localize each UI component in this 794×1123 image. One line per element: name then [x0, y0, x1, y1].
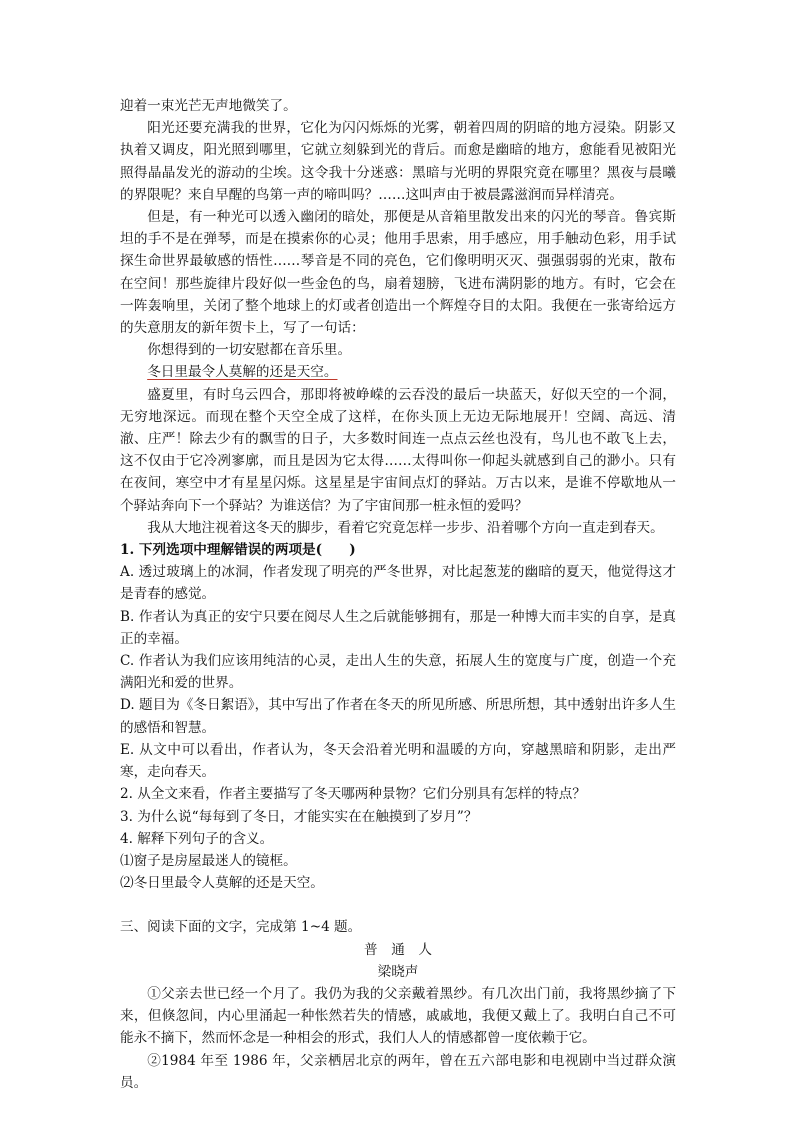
passage-paragraph: 我从大地注视着这冬天的脚步，看着它究竟怎样一步步、沿着哪个方向一直走到春天。 — [147, 519, 664, 536]
question-4: 4. 解释下列句子的含义。 — [120, 830, 274, 847]
question-3: 3. 为什么说“每每到了冬日，才能实实在在触摸到了岁月”？ — [120, 808, 478, 825]
option-a: A. 透过玻璃上的冰洞，作者发现了明亮的严冬世界，对比起葱茏的幽暗的夏天，他觉得这才是青春的感觉。 — [120, 564, 676, 603]
question-4-item-1: ⑴窗子是房屋最迷人的镜框。 — [120, 852, 297, 869]
passage-quote-line: 你想得到的一切安慰都在音乐里。 — [147, 342, 352, 359]
option-c: C. 作者认为我们应该用纯洁的心灵，走出人生的失意，拓展人生的宽度与广度，创造一个充满阳光和爱的世界。 — [120, 653, 676, 692]
article-paragraph: ①父亲去世已经一个月了。我仍为我的父亲戴着黑纱。有几次出门前，我将黑纱摘了下来，但倏忽间，内心里涌起一种怅然若失的情感，戚戚地，我便又戴上了。我明白自己不可能永不摘下，然而怀念是一种相会的形式，我们人人的情感都曾一度依赖于它。 — [120, 985, 676, 1047]
document-content — [120, 95, 676, 1094]
passage-paragraph: 阳光还要充满我的世界，它化为闪闪烁烁的光雾，朝着四周的阴暗的地方浸染。阴影又执着又调皮，阳光照到哪里，它就立刻躲到光的背后。而愈是幽暗的地方，愈能看见被阳光照得晶晶发光的游动的尘埃。这令我十分迷惑：黑暗与光明的界限究竟在哪里？黑夜与晨曦的界限呢？来自早醒的鸟第一声的啼叫吗？……这叫声由于被晨露滋润而异样清亮。 — [120, 120, 676, 203]
article-title: 普 通 人 — [364, 941, 432, 958]
article-author: 梁晓声 — [377, 963, 419, 980]
question-2: 2. 从全文来看，作者主要描写了冬天哪两种景物？它们分别具有怎样的特点？ — [120, 786, 586, 803]
passage-paragraph: 盛夏里，有时乌云四合，那即将被峥嵘的云吞没的最后一块蓝天，好似天空的一个洞，无穷地深远。而现在整个天空全成了这样，在你头顶上无边无际地展开！空阔、高远、清澈、庄严！除去少有的飘雪的日子，大多数时间连一点点云丝也没有，鸟儿也不敢飞上去，这不仅由于它冷冽寥廓，而且是因为它太得……太得叫你一仰起头就感到自己的渺小。只有在夜间，寒空中才有星星闪烁。这星星是宇宙间点灯的驿站。万古以来，是谁不停歇地从一个驿站奔向下一个驿站？为谁送信？为了宇宙间那一桩永恒的爱吗？ — [120, 386, 676, 514]
underlined-sentence: 冬日里最令人莫解的还是天空。 — [147, 364, 338, 381]
section-gap — [120, 894, 676, 916]
article-paragraph: ②1984 年至 1986 年，父亲栖居北京的两年，曾在五六部电影和电视剧中当过群众演员。 — [120, 1052, 676, 1091]
option-d: D. 题目为《冬日絮语》，其中写出了作者在冬天的所见所感、所思所想，其中透射出许多人生的感悟和智慧。 — [120, 697, 677, 736]
question-4-item-2: ⑵冬日里最令人莫解的还是天空。 — [120, 875, 324, 892]
passage-paragraph: 迎着一束光芒无声地微笑了。 — [120, 98, 297, 114]
question-1: 1. 下列选项中理解错误的两项是( ) — [120, 542, 356, 559]
section-heading: 三、阅读下面的文字，完成第 1~4 题。 — [120, 919, 362, 936]
option-e: E. 从文中可以看出，作者认为，冬天会沿着光明和温暖的方向，穿越黑暗和阴影，走出严寒，走向春天。 — [120, 741, 676, 781]
passage-underlined-line — [120, 361, 676, 383]
option-b: B. 作者认为真正的安宁只要在阅尽人生之后就能够拥有，那是一种博大而丰实的自享，是真正的幸福。 — [120, 608, 676, 647]
passage-paragraph: 但是，有一种光可以透入幽闭的暗处，那便是从音箱里散发出来的闪光的琴音。鲁宾斯坦的手不是在弹琴，而是在摸索你的心灵；他用手思索，用手感应，用手触动色彩，用手试探生命世界最敏感的悟性……琴音是不同的亮色，它们像明明灭灭、强强弱弱的光束，散布在空间！那些旋律片段好似一些金色的鸟，扇着翅膀，飞进布满阴影的地方。有时，它会在一阵轰响里，关闭了整个地球上的灯或者创造出一个辉煌夺目的太阳。我便在一张寄给远方的失意朋友的新年贺卡上，写了一句话： — [120, 209, 676, 337]
